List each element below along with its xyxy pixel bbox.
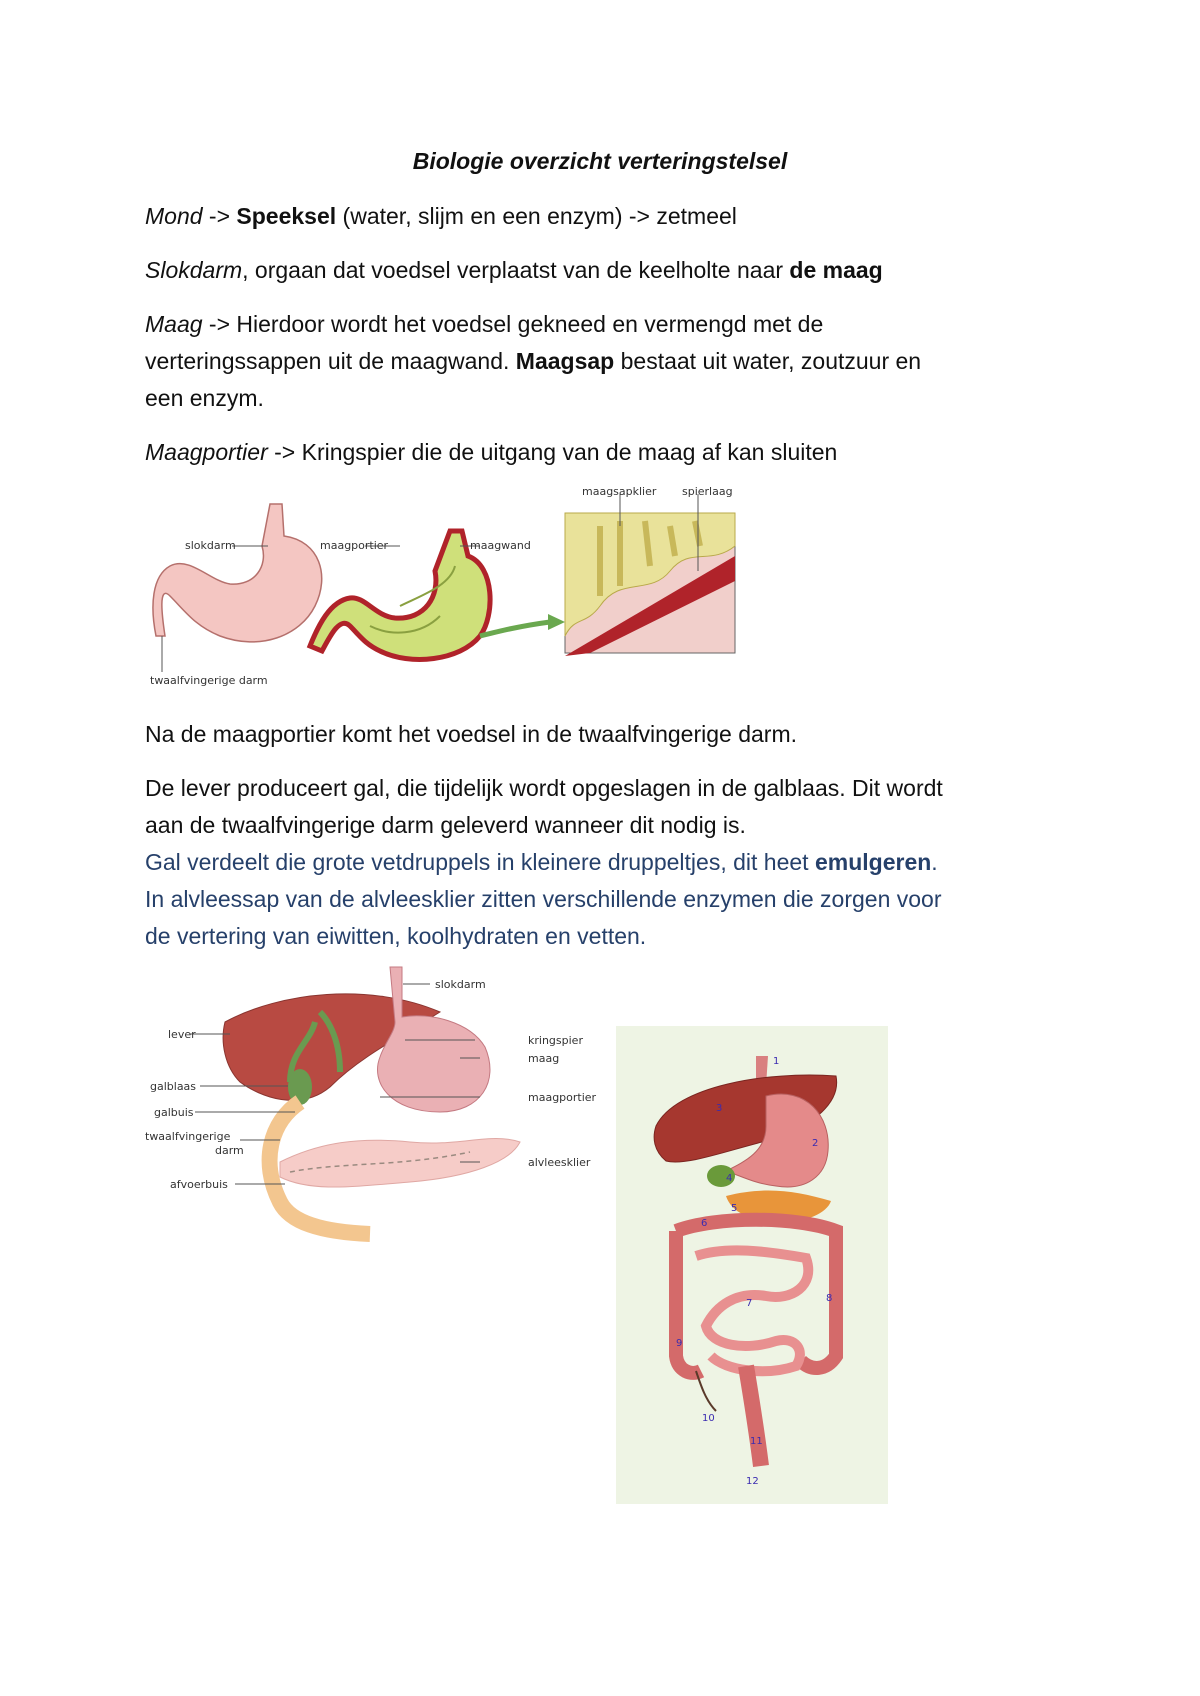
maagportier-rest-text: -> Kringspier die de uitgang van de maag af kan sluiten	[267, 439, 838, 465]
term-emulgeren: emulgeren	[814, 849, 932, 875]
number-label-2: 2	[812, 1138, 819, 1149]
term-maag: Maag	[145, 311, 203, 337]
number-label-7: 7	[746, 1298, 753, 1309]
number-label-8: 8	[826, 1293, 833, 1304]
label-maagwand: maagwand	[470, 539, 531, 552]
stomach-figure	[150, 486, 740, 686]
liver-pancreas-figure	[140, 962, 610, 1262]
document-title: Biologie overzicht verteringstelsel	[412, 148, 788, 174]
number-label-9: 9	[676, 1338, 683, 1349]
maag-rest-line1: -> Hierdoor wordt het voedsel gekneed en vermengd met de	[202, 311, 824, 337]
label-maagportier-1: maagportier	[320, 539, 389, 552]
label-maagsapklier: maagsapklier	[582, 486, 657, 498]
maag-rest-line3: een enzym.	[145, 385, 264, 411]
term-maagsap: Maagsap	[515, 348, 615, 374]
label-twaalfvingerige: twaalfvingerige	[145, 1130, 231, 1143]
maag-rest-line2b: bestaat uit water, zoutzuur en	[614, 348, 922, 374]
label-slokdarm-1: slokdarm	[185, 539, 236, 552]
paragraph-maagportier	[145, 434, 1065, 471]
stomach-illustration	[153, 504, 322, 672]
number-label-1: 1	[773, 1056, 780, 1067]
number-label-12: 12	[746, 1476, 759, 1487]
digestive-system-figure	[616, 1026, 888, 1504]
paragraph-mond	[145, 198, 1065, 235]
paragraph-lever	[145, 770, 1065, 955]
label-galblaas: galblaas	[150, 1080, 197, 1093]
label-slokdarm-2: slokdarm	[435, 978, 486, 991]
paragraph-slokdarm	[145, 252, 1065, 289]
alvleessap-line2: In alvleessap van de alvleesklier zitten verschillende enzymen die zorgen voor	[145, 886, 942, 912]
paragraph-maag	[145, 306, 1065, 417]
maag-rest-line2: verteringssappen uit de maagwand.	[145, 348, 516, 374]
label-alvleesklier: alvleesklier	[528, 1156, 591, 1169]
term-maagportier: Maagportier	[145, 439, 268, 465]
label-lever: lever	[168, 1028, 196, 1041]
term-speeksel: Speeksel	[236, 203, 337, 229]
label-spierlaag: spierlaag	[682, 486, 733, 498]
label-kringspier: kringspier	[528, 1034, 583, 1047]
label-twaalfvingerige-darm-1: twaalfvingerige darm	[150, 674, 268, 686]
term-mond: Mond	[145, 203, 203, 229]
number-label-3: 3	[716, 1103, 723, 1114]
label-galbuis: galbuis	[154, 1106, 194, 1119]
stomach-wall-detail	[565, 494, 735, 656]
number-label-10: 10	[702, 1413, 715, 1424]
lever-line2: aan de twaalfvingerige darm geleverd wanneer dit nodig is.	[145, 812, 746, 838]
label-maagportier-2: maagportier	[528, 1091, 597, 1104]
label-darm: darm	[215, 1144, 244, 1157]
gal-line1: Gal verdeelt die grote vetdruppels in kleinere druppeltjes, dit heet	[145, 849, 815, 875]
label-maag: maag	[528, 1052, 560, 1065]
alvleessap-line3: de vertering van eiwitten, koolhydraten en vetten.	[145, 923, 647, 949]
lever-line1: De lever produceert gal, die tijdelijk wordt opgeslagen in de galblaas. Dit wordt	[145, 775, 943, 801]
number-label-4: 4	[726, 1173, 733, 1184]
term-slokdarm: Slokdarm	[145, 257, 243, 283]
mond-rest-text: (water, slijm en een enzym) -> zetmeel	[336, 203, 737, 229]
term-de-maag: de maag	[789, 257, 883, 283]
gal-line1-end: .	[931, 849, 938, 875]
liver-diagram	[190, 967, 520, 1234]
number-label-11: 11	[750, 1436, 763, 1447]
label-afvoerbuis: afvoerbuis	[170, 1178, 228, 1191]
paragraph-na-maagportier: Na de maagportier komt het voedsel in de twaalfvingerige darm.	[145, 721, 798, 747]
number-label-5: 5	[731, 1203, 738, 1214]
slokdarm-rest-text: , orgaan dat voedsel verplaatst van de keelholte naar	[242, 257, 790, 283]
number-label-6: 6	[701, 1218, 708, 1229]
arrow-text: ->	[202, 203, 237, 229]
